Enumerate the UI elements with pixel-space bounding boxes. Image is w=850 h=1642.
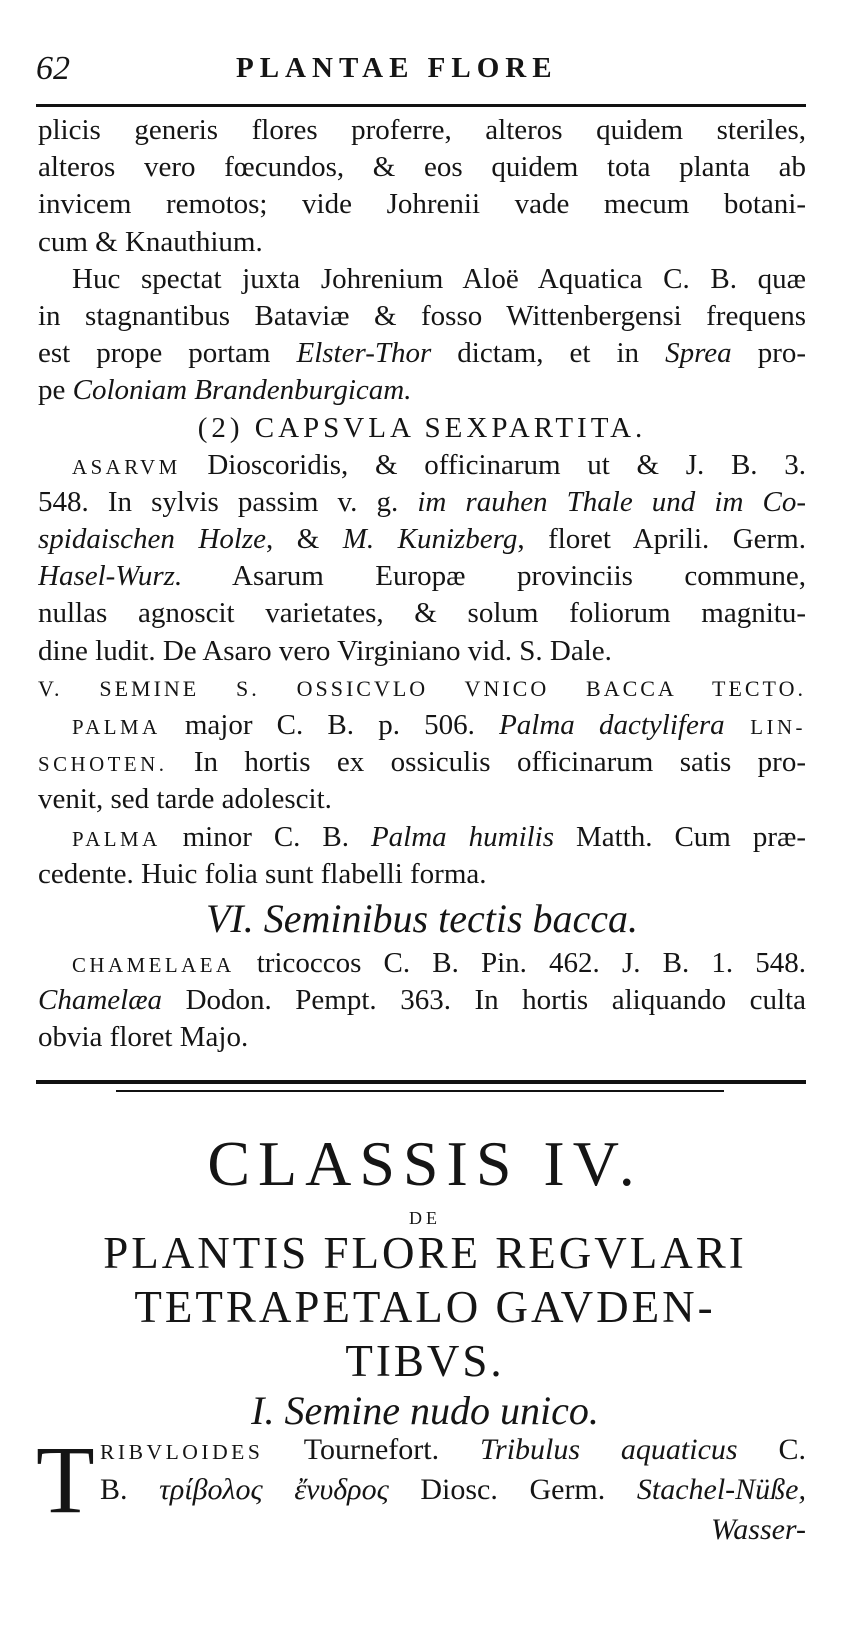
text-line: dine ludit. De Asaro vero Virginiano vid. S. Dale.	[38, 634, 612, 667]
text-line: Chamelæa Dodon. Pempt. 363. In hortis aliquando culta	[38, 984, 806, 1017]
text-line: plicis generis flores proferre, alteros quidem steriles,	[38, 114, 806, 146]
drop-cap: T	[36, 1426, 95, 1533]
text-line: in stagnantibus Bataviæ & fosso Wittenbergensi frequens	[38, 299, 806, 332]
body-text	[38, 112, 806, 1057]
classis-subtitle-line: TIBVS.	[345, 1336, 505, 1386]
text-line: pe Coloniam Brandenburgicam.	[38, 374, 412, 407]
text-line: cedente. Huic folia sunt flabelli forma.	[38, 857, 487, 890]
page-header	[36, 46, 806, 90]
classis-subtitle	[30, 1226, 820, 1388]
text-line: Hasel-Wurz. Asarum Europæ provinciis commune,	[38, 560, 806, 593]
text-line: obvia floret Majo.	[38, 1021, 249, 1054]
tribuloides-entry	[36, 1426, 806, 1550]
classis-de: DE	[409, 1208, 441, 1228]
text-line: spidaischen Holze, & M. Kunizberg, floret Aprili. Germ.	[38, 523, 806, 556]
text-line: cum & Knauthium.	[38, 225, 263, 258]
text-line: est prope portam Elster-Thor dictam, et in Sprea pro-	[38, 337, 806, 370]
text-line: RIBVLOIDES Tournefort. Tribulus aquaticus C.	[100, 1433, 806, 1466]
text-line: SCHOTEN. In hortis ex ossiculis officinarum satis pro-	[38, 746, 806, 779]
classis-subtitle-line: PLANTIS FLORE REGVLARI	[103, 1228, 747, 1278]
text-line: Wasser-	[711, 1513, 806, 1546]
text-line: CHAMELAEA tricoccos C. B. Pin. 462. J. B. 1. 548.	[72, 946, 806, 979]
text-line: PALMA minor C. B. Palma humilis Matth. Cum præ-	[72, 820, 806, 853]
text-line: alteros vero fœcundos, & eos quidem tota planta ab	[38, 151, 806, 184]
text-line: PALMA major C. B. p. 506. Palma dactylifera LIN-	[72, 709, 806, 741]
classis-title: CLASSIS IV.	[207, 1128, 643, 1199]
text-line: ASARVM Dioscoridis, & officinarum ut & J. B. 3.	[72, 448, 806, 481]
text-line: nullas agnoscit varietates, & solum foliorum magnitu-	[38, 597, 806, 630]
text-line: venit, sed tarde adolescit.	[38, 783, 332, 816]
section-heading-vi: VI. Seminibus tectis bacca.	[205, 895, 639, 941]
header-rule	[36, 104, 806, 107]
running-head: PLANTAE FLORE	[236, 52, 558, 84]
classis-subtitle-line: TETRAPETALO GAVDEN-	[134, 1282, 716, 1332]
text-line: invicem remotos; vide Johrenii vade mecum botani-	[38, 188, 806, 221]
double-rule-bottom	[116, 1090, 724, 1092]
double-rule-top	[36, 1080, 806, 1084]
subheading-capsula: (2) CAPSVLA SEXPARTITA.	[197, 411, 647, 444]
section-heading-i: I. Semine nudo unico.	[251, 1388, 599, 1433]
page-number: 62	[36, 50, 70, 87]
text-line: Huc spectat juxta Johrenium Aloë Aquatica C. B. quæ	[72, 262, 806, 295]
text-line: B. τρίβολος ἔνυδρος Diosc. Germ. Stachel-Nüße,	[100, 1473, 806, 1506]
text-line: 548. In sylvis passim v. g. im rauhen Thale und im Co-	[38, 485, 806, 518]
section-heading-v: V. SEMINE S. OSSICVLO VNICO BACCA TECTO.	[38, 675, 806, 701]
